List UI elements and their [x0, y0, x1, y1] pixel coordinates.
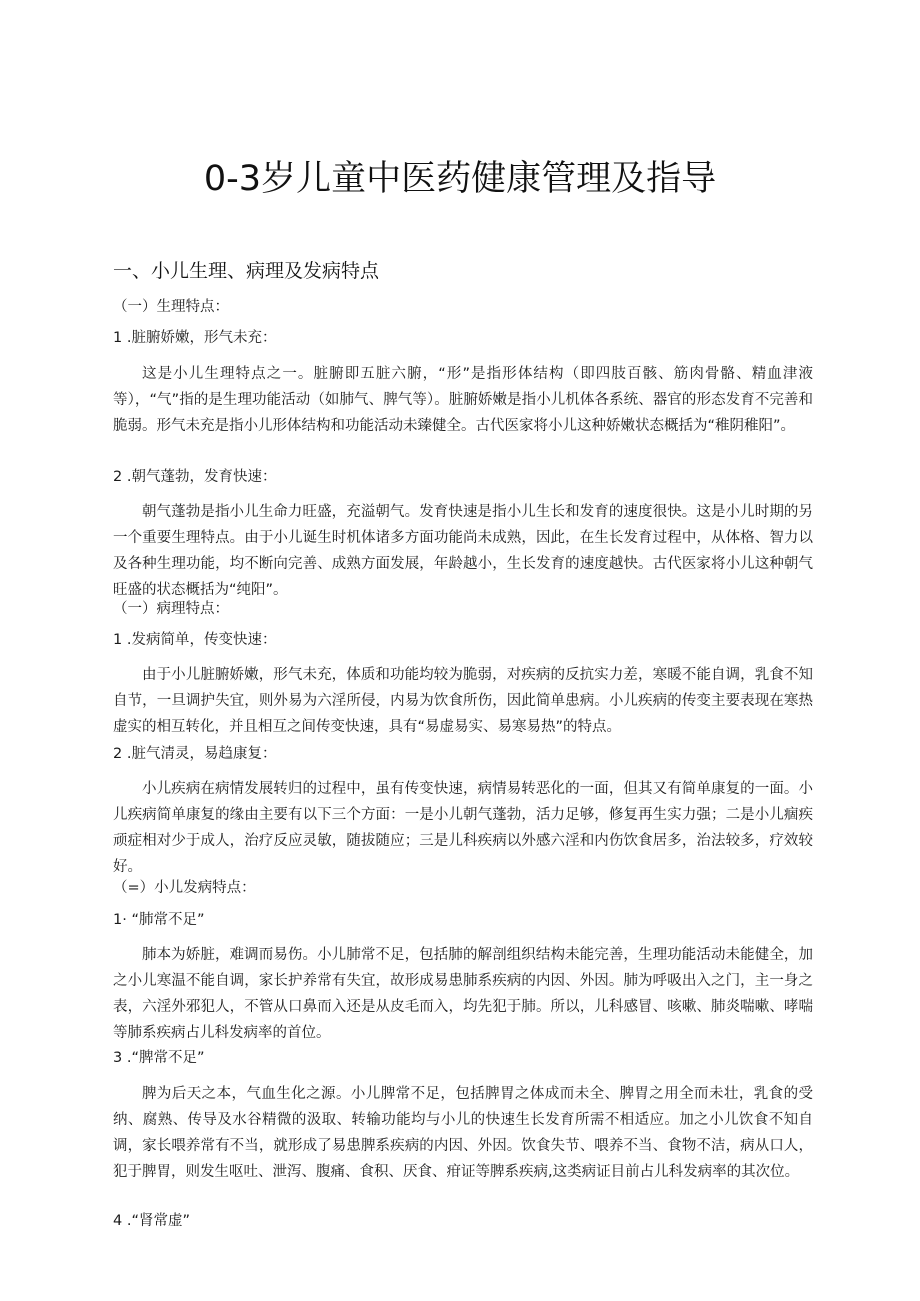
list-item-heading: 3 .“脾常不足”: [113, 1050, 205, 1066]
section-heading: 一、小儿生理、病理及发病特点: [113, 260, 380, 282]
list-item-heading: 1 .脏腑娇嫩，形气未充：: [113, 330, 277, 346]
list-item-heading: 2 .脏气清灵，易趋康复：: [113, 746, 277, 762]
subheading-onset: （=）小儿发病特点：: [113, 880, 256, 896]
document-title: 0-3岁儿童中医药健康管理及指导: [203, 159, 717, 199]
subheading-physiology: （一）生理特点：: [113, 299, 229, 315]
list-item-heading: 4 .“肾常虚”: [113, 1213, 190, 1229]
paragraph: 由于小儿脏腑娇嫩，形气未充，体质和功能均较为脆弱，对疾病的反抗实力差，寒暖不能自调，乳食不知自节，一旦调护失宜，则外易为六淫所侵，内易为饮食所伤，因此简单患病。小儿疾病的传变主要表现在寒热虚实的相互转化，并且相互之间传变快速，具有“易虚易实、易寒易热”的特点。: [113, 667, 813, 735]
paragraph: 肺本为娇脏，难调而易伤。小儿肺常不足，包括肺的解剖组织结构未能完善，生理功能活动未能健全，加之小儿寒温不能自调，家长护养常有失宜，故形成易患肺系疾病的内因、外因。肺为呼吸出入之门，主一身之表，六淫外邪犯人，不管从口鼻而入还是从皮毛而入，均先犯于肺。所以，儿科感冒、咳嗽、肺炎喘嗽、哮喘等肺系疾病占儿科发病率的首位。: [113, 947, 813, 1041]
paragraph: 小儿疾病在病情发展转归的过程中，虽有传变快速，病情易转恶化的一面，但其又有简单康复的一面。小儿疾病简单康复的缘由主要有以下三个方面：一是小儿朝气蓬勃，活力足够，修复再生实力强；二是小儿痼疾顽症相对少于成人，治疗反应灵敏，随拔随应；三是儿科疾病以外感六淫和内伤饮食居多，治法较多，疗效较好。: [113, 781, 813, 875]
paragraph: 朝气蓬勃是指小儿生命力旺盛，充溢朝气。发育快速是指小儿生长和发育的速度很快。这是小儿时期的另一个重要生理特点。由于小儿诞生时机体诸多方面功能尚未成熟，因此，在生长发育过程中，从体格、智力以及各种生理功能，均不断向完善、成熟方面发展，年龄越小，生长发育的速度越快。古代医家将小儿这种朝气旺盛的状态概括为“纯阳”。: [113, 504, 813, 598]
paragraph: 这是小儿生理特点之一。脏腑即五脏六腑，“形”是指形体结构（即四肢百骸、筋肉骨骼、精血津液等），“气”指的是生理功能活动（如肺气、脾气等）。脏腑娇嫩是指小儿机体各系统、器官的形态发育不完善和脆弱。形气未充是指小儿形体结构和功能活动未臻健全。古代医家将小儿这种娇嫩状态概括为“稚阴稚阳”。: [113, 366, 813, 434]
list-item-heading: 2 .朝气蓬勃，发育快速：: [113, 469, 277, 485]
paragraph: 脾为后天之本，气血生化之源。小儿脾常不足，包括脾胃之体成而未全、脾胃之用全而未壮，乳食的受纳、腐熟、传导及水谷精微的汲取、转输功能均与小儿的快速生长发育所需不相适应。加之小儿饮食不知自调，家长喂养常有不当，就形成了易患脾系疾病的内因、外因。饮食失节、喂养不当、食物不洁，病从口人，犯于脾胃，则发生呕吐、泄泻、腹痛、食积、厌食、疳证等脾系疾病,这类病证目前占儿科发病率的其次位。: [113, 1086, 813, 1180]
list-item-heading: 1· “肺常不足”: [113, 912, 205, 928]
list-item-heading: 1 .发病简单，传变快速：: [113, 632, 277, 648]
subheading-pathology: （一）病理特点：: [113, 601, 229, 617]
